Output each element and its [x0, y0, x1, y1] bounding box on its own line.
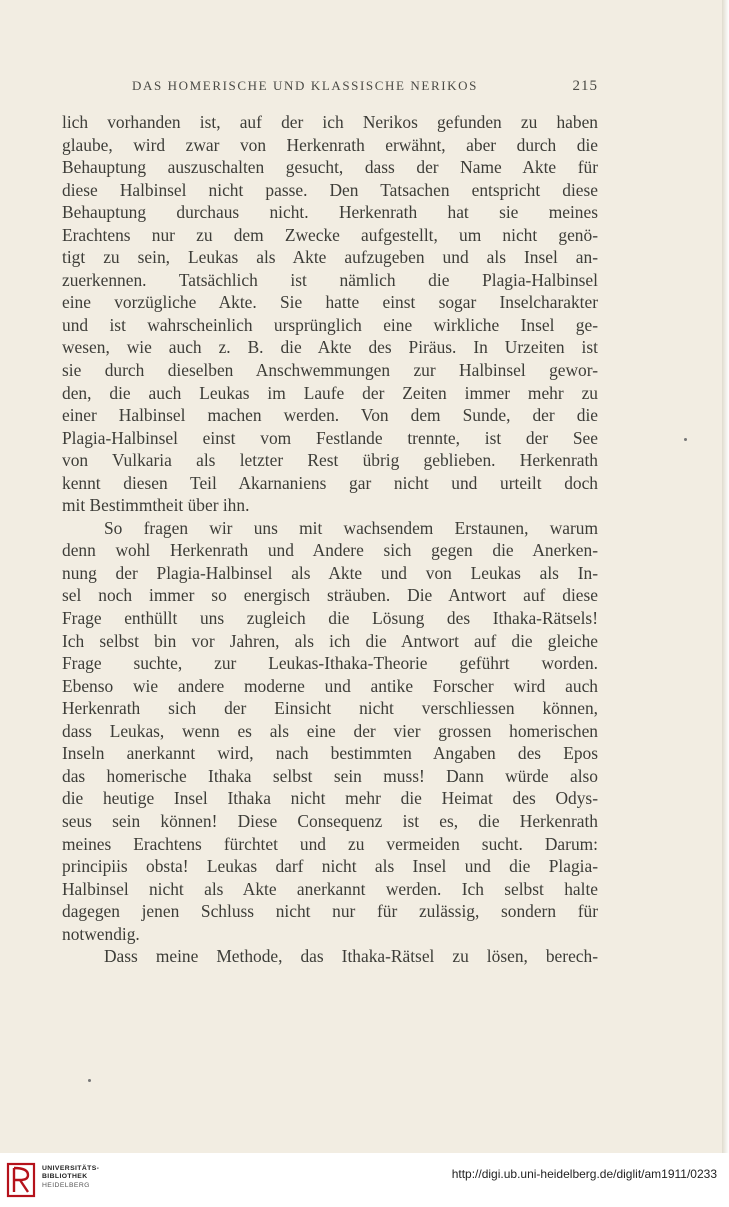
text-line: sel noch immer so energisch sträuben. Die Antwort auf diese — [62, 585, 598, 606]
text-line: denn wohl Herkenrath und Andere sich gegen die Anerken- — [62, 540, 598, 561]
text-line: meines Erachtens fürchtet und zu vermeiden sucht. Darum: — [62, 833, 598, 854]
text-line: Frage suchte, zur Leukas-Ithaka-Theorie geführt worden. — [62, 653, 598, 674]
body-text — [62, 111, 598, 968]
permalink-url[interactable]: http://digi.ub.uni-heidelberg.de/diglit/am1911/0233 — [451, 1167, 717, 1181]
text-line: tigt zu sein, Leukas als Akte aufzugeben und als Insel an- — [62, 247, 598, 268]
text-line: dagegen jenen Schluss nicht nur für zulässig, sondern für — [62, 901, 598, 922]
running-head — [62, 75, 598, 97]
text-line: die heutige Insel Ithaka nicht mehr die Heimat des Odys- — [62, 788, 598, 809]
logo-line: HEIDELBERG — [42, 1181, 90, 1189]
text-line: wesen, wie auch z. B. die Akte des Piräus. In Urzeiten ist — [62, 337, 598, 358]
text-line: sie durch dieselben Anschwemmungen zur Halbinsel gewor- — [62, 360, 598, 381]
text-line: das homerische Ithaka selbst sein muss! Dann würde also — [62, 765, 598, 786]
text-line: notwendig. — [62, 923, 140, 944]
text-line: dass Leukas, wenn es als eine der vier grossen homerischen — [62, 720, 598, 741]
text-line: Herkenrath sich der Einsicht nicht verschliessen können, — [62, 698, 598, 719]
text-line: Behauptung auszuschalten gesucht, dass der Name Akte für — [62, 157, 598, 178]
text-line: mit Bestimmtheit über ihn. — [62, 495, 250, 516]
text-line: Ebenso wie andere moderne und antike Forscher wird auch — [62, 675, 598, 696]
scan-speck — [684, 438, 687, 441]
library-logo-text — [42, 1165, 99, 1190]
text-line: kennt diesen Teil Akarnaniens gar nicht und urteilt doch — [62, 472, 598, 493]
text-line: So fragen wir uns mit wachsendem Erstaunen, warum — [104, 517, 598, 538]
text-line: Erachtens nur zu dem Zwecke aufgestellt, um nicht genö- — [62, 224, 598, 245]
text-line: Ich selbst bin vor Jahren, als ich die Antwort auf die gleiche — [62, 630, 598, 651]
text-line: diese Halbinsel nicht passe. Den Tatsachen entspricht diese — [62, 179, 598, 200]
text-line: glaube, wird zwar von Herkenrath erwähnt, aber durch die — [62, 134, 598, 155]
text-line: Frage enthüllt uns zugleich die Lösung des Ithaka-Rätsels! — [62, 608, 598, 629]
text-line: Plagia-Halbinsel einst vom Festlande trennte, ist der See — [62, 427, 598, 448]
logo-line: BIBLIOTHEK — [42, 1173, 88, 1181]
footer-bar — [0, 1153, 729, 1207]
library-logo-icon — [6, 1162, 36, 1198]
text-line: den, die auch Leukas im Laufe der Zeiten immer mehr zu — [62, 382, 598, 403]
text-line: nung der Plagia-Halbinsel als Akte und von Leukas als In- — [62, 562, 598, 583]
text-line: einer Halbinsel machen werden. Von dem Sunde, der die — [62, 405, 598, 426]
scan-speck — [88, 1079, 91, 1082]
page-number: 215 — [572, 78, 598, 94]
text-line: zuerkennen. Tatsächlich ist nämlich die Plagia-Halbinsel — [62, 269, 598, 290]
text-line: seus sein können! Diese Consequenz ist es, die Herkenrath — [62, 810, 598, 831]
text-line: Halbinsel nicht als Akte anerkannt werden. Ich selbst halte — [62, 878, 598, 899]
scan-edge-shadow — [722, 0, 729, 1153]
text-line: Behauptung durchaus nicht. Herkenrath hat sie meines — [62, 202, 598, 223]
text-line: lich vorhanden ist, auf der ich Nerikos gefunden zu haben — [62, 112, 598, 132]
text-line: und ist wahrscheinlich ursprünglich eine wirkliche Insel ge- — [62, 314, 598, 335]
logo-line: UNIVERSITÄTS- — [42, 1165, 100, 1172]
running-title: DAS HOMERISCHE UND KLASSISCHE NERIKOS — [132, 78, 478, 93]
text-line: eine vorzügliche Akte. Sie hatte einst sogar Inselcharakter — [62, 292, 598, 313]
text-line: von Vulkaria als letzter Rest übrig geblieben. Herkenrath — [62, 450, 598, 471]
text-line: Dass meine Methode, das Ithaka-Rätsel zu lösen, berech- — [104, 946, 598, 967]
text-line: principiis obsta! Leukas darf nicht als Insel und die Plagia- — [62, 856, 598, 877]
text-line: Inseln anerkannt wird, nach bestimmten Angaben des Epos — [62, 743, 598, 764]
